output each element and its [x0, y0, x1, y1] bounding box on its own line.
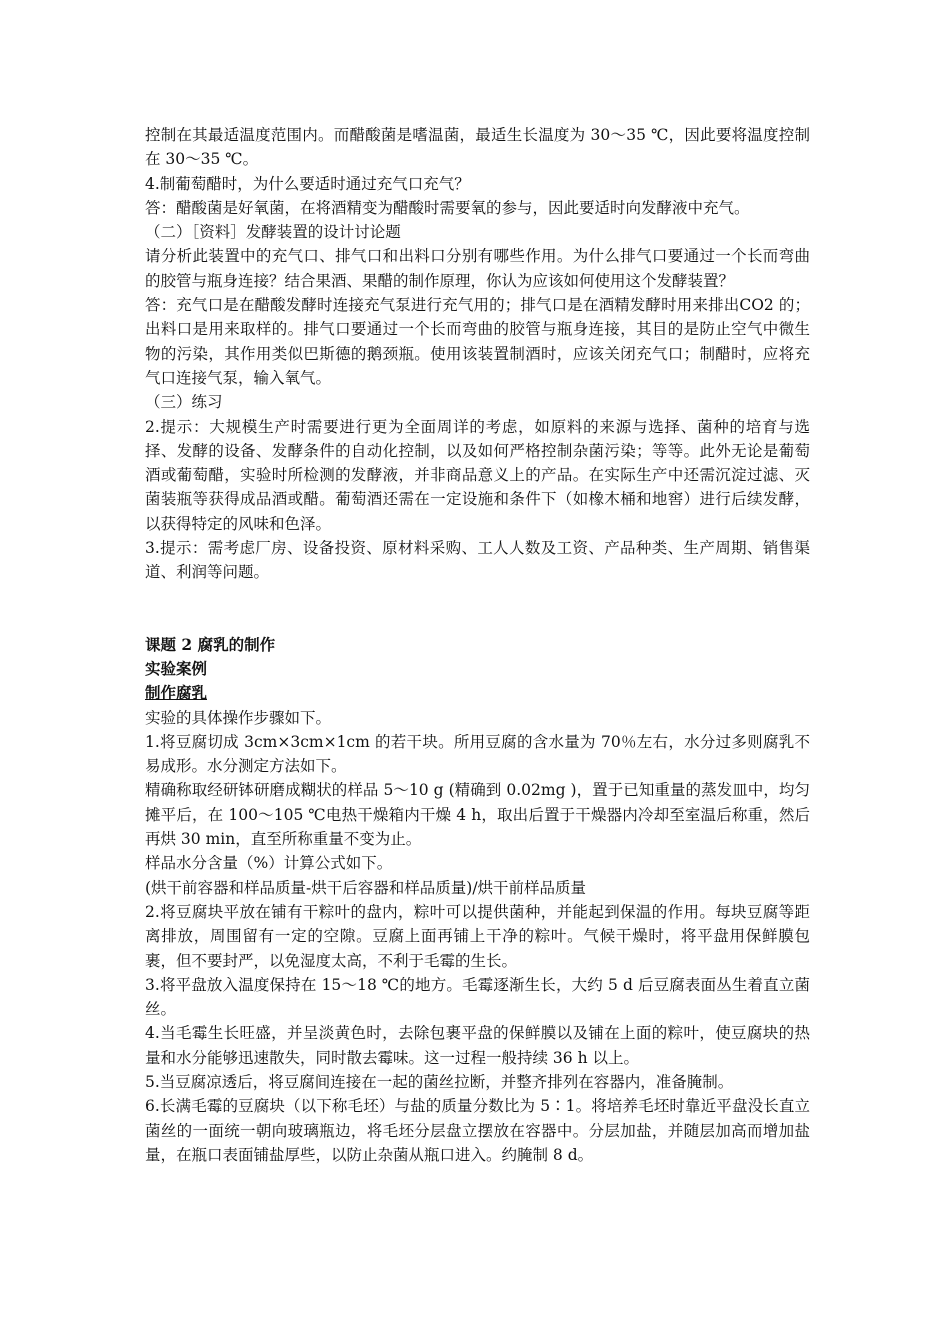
step-5: 5.当豆腐凉透后，将豆腐间连接在一起的菌丝拉断，并整齐排列在容器内，准备腌制。 [145, 1072, 734, 1091]
formula-intro: 样品水分含量（%）计算公式如下。 [145, 854, 393, 873]
document-page [145, 123, 810, 1167]
step-3: 3.将平盘放入温度保持在 15～18 ℃的地方。毛霉逐渐生长，大约 5 d 后豆腐表面丛生着直立菌丝。 [145, 975, 810, 1019]
section-heading-device-discussion: （二）［资料］发酵装置的设计讨论题 [145, 223, 401, 242]
practice-hint-3: 3.提示：需考虑厂房、设备投资、原材料采购、工人人数及工资、产品种类、生产周期、销售渠道、利润等问题。 [145, 539, 810, 582]
question-4: 4.制葡萄醋时，为什么要适时通过充气口充气？ [145, 174, 470, 193]
step-1: 1.将豆腐切成 3cm×3cm×1cm 的若干块。所用豆腐的含水量为 70％左右，水分过多则腐乳不易成形。水分测定方法如下。 [145, 732, 810, 776]
moisture-formula: (烘干前容器和样品质量-烘干后容器和样品质量)/烘干前样品质量 [145, 878, 587, 897]
question-device: 请分析此装置中的充气口、排气口和出料口分别有哪些作用。为什么排气口要通过一个长而弯曲的胶管与瓶身连接？结合果酒、果醋的制作原理，你认为应该如何使用这个发酵装置？ [145, 247, 810, 290]
topic-title: 课题 2 腐乳的制作 [145, 634, 276, 654]
moisture-method: 精确称取经研钵研磨成糊状的样品 5～10 g (精确到 0.02mg )，置于已知重量的蒸发皿中，均匀摊平后，在 100～105 ℃电热干燥箱内干燥 4 h，取出后置于干燥器内冷却至室温后称重，然后再烘 30 min，直至所称重量不变为止。 [145, 781, 810, 849]
section-spacer [145, 585, 810, 633]
make-furu-heading: 制作腐乳 [145, 683, 208, 703]
step-6: 6.长满毛霉的豆腐块（以下称毛坯）与盐的质量分数比为 5∶1。将培养毛坯时靠近平盘没长直立菌丝的一面统一朝向玻璃瓶边，将毛坯分层盘立摆放在容器中。分层加盐，并随层加高而增加盐量，在瓶口表面铺盐厚些，以防止杂菌从瓶口进入。约腌制 8 d。 [145, 1097, 810, 1164]
step-4: 4.当毛霉生长旺盛，并呈淡黄色时，去除包裹平盘的保鲜膜以及铺在上面的粽叶，使豆腐块的热量和水分能够迅速散失，同时散去霉味。这一过程一般持续 36 h 以上。 [145, 1024, 810, 1067]
answer-device: 答：充气口是在醋酸发酵时连接充气泵进行充气用的；排气口是在酒精发酵时用来排出CO2 的；出料口是用来取样的。排气口要通过一个长而弯曲的胶管与瓶身连接，其目的是防止空气中微生物的污染，其作用类似巴斯德的鹅颈瓶。使用该装置制酒时，应该关闭充气口；制醋时，应将充气口连接气泵，输入氧气。 [145, 296, 810, 387]
paragraph-temperature-control: 控制在其最适温度范围内。而醋酸菌是嗜温菌，最适生长温度为 30～35 ℃，因此要将温度控制在 30～35 ℃。 [145, 126, 810, 169]
practice-hint-2: 2.提示：大规模生产时需要进行更为全面周详的考虑，如原料的来源与选择、菌种的培育与选择、发酵的设备、发酵条件的自动化控制，以及如何严格控制杂菌污染；等等。此外无论是葡萄酒或葡萄醋，实验时所检测的发酵液，并非商品意义上的产品。在实际生产中还需沉淀过滤、灭菌装瓶等获得成品酒或醋。葡萄酒还需在一定设施和条件下（如橡木桶和地窖）进行后续发酵，以获得特定的风味和色泽。 [145, 417, 810, 533]
steps-intro: 实验的具体操作步骤如下。 [145, 708, 332, 727]
section-heading-practice: （三）练习 [145, 393, 223, 412]
experiment-case-heading: 实验案例 [145, 658, 208, 678]
step-2: 2.将豆腐块平放在铺有干粽叶的盘内，粽叶可以提供菌种，并能起到保温的作用。每块豆腐等距离排放，周围留有一定的空隙。豆腐上面再铺上干净的粽叶。气候干燥时，将平盘用保鲜膜包裹，但不要封严，以免湿度太高，不利于毛霉的生长。 [145, 902, 810, 970]
answer-4: 答：醋酸菌是好氧菌，在将酒精变为醋酸时需要氧的参与，因此要适时向发酵液中充气。 [145, 198, 750, 217]
